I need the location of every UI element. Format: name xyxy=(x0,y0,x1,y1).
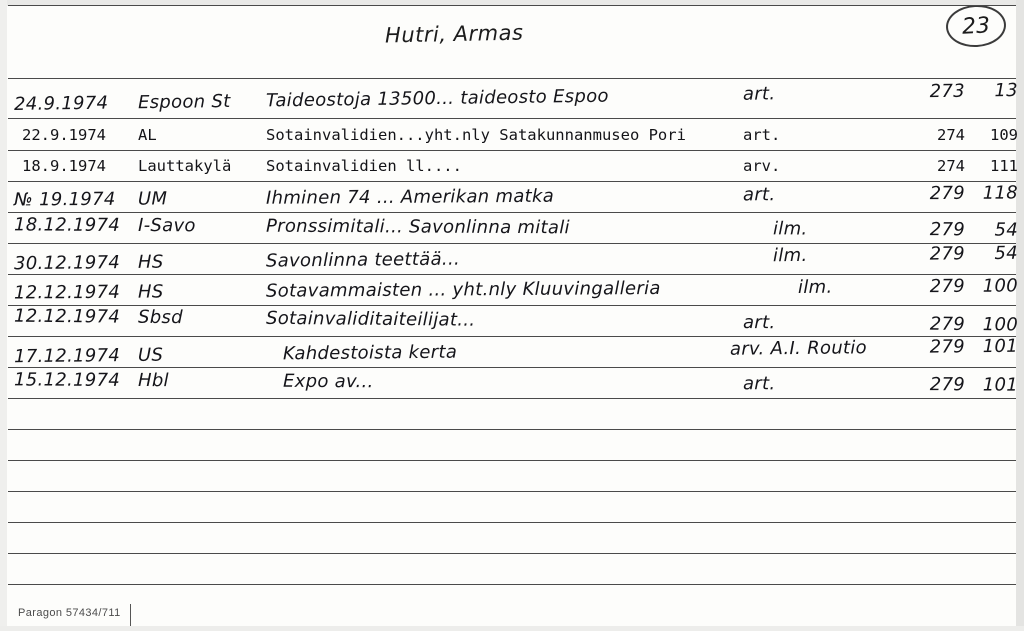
entry-source: Hbl xyxy=(137,370,169,392)
entry-date: 12.12.1974 xyxy=(13,281,121,304)
entry-num2: 101 xyxy=(982,374,1019,396)
entry-date: 24.9.1974 xyxy=(13,92,109,115)
entry-num2: 100 xyxy=(982,314,1019,336)
entry-source: AL xyxy=(138,126,157,144)
entry-num1: 279 xyxy=(929,374,966,396)
entry-source: HS xyxy=(137,281,164,303)
entry-kind: arv. A.I. Routio xyxy=(729,337,868,360)
footer-divider-tick xyxy=(130,604,131,626)
table-row xyxy=(8,77,1019,122)
entry-num1: 279 xyxy=(929,275,966,298)
entry-num1: 279 xyxy=(929,243,966,265)
catalog-number-stamp: 23 xyxy=(945,3,1007,48)
entry-date: 30.12.1974 xyxy=(13,252,121,275)
entry-num1: 274 xyxy=(937,126,965,144)
entry-title: Kahdestoista kerta xyxy=(282,341,458,365)
rule-line xyxy=(8,460,1016,461)
entry-num2: 54 xyxy=(994,219,1019,241)
entry-title: Expo av... xyxy=(282,370,374,393)
entry-date: 22.9.1974 xyxy=(22,126,106,144)
rule-line xyxy=(8,522,1016,523)
entry-source: I-Savo xyxy=(137,215,196,237)
page-title: Hutri, Armas xyxy=(384,20,524,48)
entry-title: Savonlinna teettää... xyxy=(265,248,461,272)
entry-title: Taideostoja 13500... taideosto Espoo xyxy=(265,85,609,112)
entry-kind: art. xyxy=(742,83,776,105)
entry-title: Ihminen 74 ... Amerikan matka xyxy=(265,185,555,209)
entry-source: Espoon St xyxy=(137,90,231,114)
entry-num2: 101 xyxy=(982,335,1019,358)
entry-num1: 279 xyxy=(929,182,966,205)
entry-title: Sotainvaliditaiteilijat... xyxy=(265,307,476,331)
entry-num2: 109 xyxy=(990,126,1018,144)
entry-num1: 273 xyxy=(929,80,966,103)
entry-title: Sotainvalidien...yht.nly Satakunnanmuseo Pori xyxy=(266,126,686,144)
footer-imprint: Paragon 57434/711 xyxy=(18,607,121,619)
entry-kind: art. xyxy=(743,126,781,144)
entry-kind: ilm. xyxy=(797,276,833,299)
card-edge-bottom xyxy=(0,626,1024,631)
rule-line xyxy=(8,584,1016,585)
entry-date: 12.12.1974 xyxy=(13,305,121,328)
entry-num1: 279 xyxy=(929,313,966,335)
entry-title: Pronssimitali... Savonlinna mitali xyxy=(265,215,570,239)
entry-date: 17.12.1974 xyxy=(13,345,121,368)
entry-num2: 54 xyxy=(994,242,1019,264)
entry-kind: art. xyxy=(742,373,776,395)
entry-source: Lauttakylä xyxy=(138,157,232,175)
entry-kind: art. xyxy=(742,312,776,334)
entry-source: Sbsd xyxy=(137,306,183,329)
rule-line xyxy=(8,429,1016,430)
entry-date: № 19.1974 xyxy=(13,188,116,211)
entry-title: Sotainvalidien ll.... xyxy=(266,157,462,175)
entry-source: UM xyxy=(137,188,168,210)
entry-date: 18.9.1974 xyxy=(22,157,106,175)
entry-date: 18.12.1974 xyxy=(13,214,121,236)
table-row xyxy=(8,152,1016,183)
entry-num2: 100 xyxy=(982,275,1019,297)
entry-num1: 274 xyxy=(937,157,965,175)
rule-line xyxy=(8,553,1016,554)
rule-line xyxy=(8,491,1016,492)
entry-num1: 279 xyxy=(929,336,966,358)
entry-num2: 118 xyxy=(982,182,1019,204)
card-edge-left xyxy=(0,0,7,631)
table-row xyxy=(8,366,1019,402)
entry-title: Sotavammaisten ... yht.nly Kluuvingalleria xyxy=(265,277,661,302)
entry-source: US xyxy=(137,344,164,366)
entry-source: HS xyxy=(137,251,164,273)
entry-kind: art. xyxy=(742,184,776,206)
entry-kind: arv. xyxy=(743,157,781,175)
entry-num2: 13 xyxy=(994,79,1019,102)
entry-num2: 111 xyxy=(990,157,1018,175)
entry-kind: ilm. xyxy=(772,218,808,240)
entry-num1: 279 xyxy=(929,219,966,241)
entry-kind: ilm. xyxy=(772,244,808,267)
rule-line xyxy=(8,5,1016,6)
table-row xyxy=(8,121,1016,152)
entry-date: 15.12.1974 xyxy=(13,369,121,391)
